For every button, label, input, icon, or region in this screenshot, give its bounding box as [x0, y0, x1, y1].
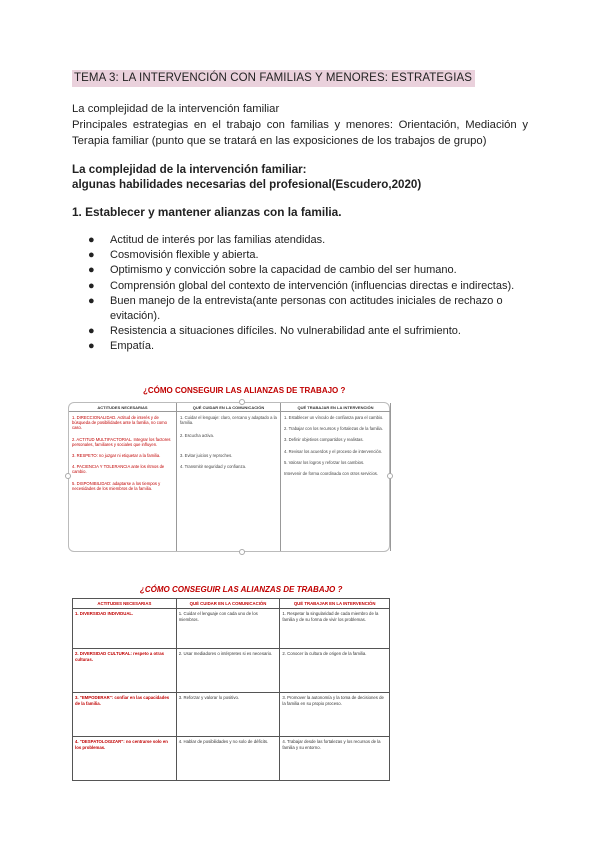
table-cell: 3. Reforzar y valorar lo positivo. [176, 693, 280, 737]
section-heading: 1. Establecer y mantener alianzas con la familia. [72, 205, 342, 219]
list-item [88, 324, 528, 339]
list-item-text: Optimismo y convicción sobre la capacidad de cambio del ser humano. [110, 264, 457, 277]
list-item [88, 279, 528, 294]
image2-header-2: QUÉ CUIDAR EN LA COMUNICACIÓN [176, 599, 280, 609]
image1-cell: Intervenir de forma coordinada con otros servicios. [284, 471, 379, 477]
list-item [88, 248, 528, 263]
image1-cell: 3. RESPETO: no juzgar ni etiquetar a la familia. [72, 453, 161, 459]
table-cell: 2. Conocer la cultura de origen de la familia. [280, 649, 390, 693]
image1-cell: 1. DIRECCIONALIDAD. Actitud de interés y de búsqueda de posibilidades ante la familia, no como caso. [72, 415, 167, 431]
list-item [88, 263, 528, 278]
topic-title: TEMA 3: LA INTERVENCIÓN CON FAMILIAS Y MENORES: ESTRATEGIAS [72, 70, 475, 87]
list-item [88, 233, 528, 248]
table-cell: 4. Hablar de posibilidades y no solo de déficits. [176, 737, 280, 781]
image1-cell: 2. Escucha activa. [180, 433, 214, 439]
bullet-icon: ● [88, 325, 95, 338]
image1-header-1: ACTITUDES NECESARIAS [69, 403, 176, 412]
table-row [73, 609, 390, 649]
image1-cell: 3. Definir objetivos compartidos y realistas. [284, 437, 364, 443]
table-cell: 4. Trabajar desde las fortalezas y los recursos de la familia y su entorno. [280, 737, 390, 781]
table-cell: 1. Cuidar el lenguaje con cada uno de los miembros. [176, 609, 280, 649]
image1-column-3 [281, 403, 391, 551]
skills-list [88, 233, 528, 355]
bullet-icon: ● [88, 249, 95, 262]
table-cell: 3. Promover la autonomía y la toma de decisiones de la familia en su propio proceso. [280, 693, 390, 737]
table-row [73, 649, 390, 693]
image1-notch [239, 549, 245, 555]
table-cell: 4. "DESPATOLOGIZAR": no centrarse solo en los problemas. [73, 737, 177, 781]
sub-heading-line-1: La complejidad de la intervención familiar: [72, 163, 307, 176]
list-item-text: Comprensión global del contexto de intervención (influencias directas e indirectas). [110, 279, 515, 292]
bullet-icon: ● [88, 264, 95, 277]
image1-table [68, 402, 390, 552]
image1-header-3: QUÉ TRABAJAR EN LA INTERVENCIÓN [281, 403, 390, 412]
intro-line-1: La complejidad de la intervención familiar [72, 103, 280, 115]
table-cell: 2. DIVERSIDAD CULTURAL: respeto a otras culturas. [73, 649, 177, 693]
list-item-text: Cosmovisión flexible y abierta. [110, 249, 259, 262]
list-item-text: Empatía. [110, 340, 155, 353]
image1-notch [239, 399, 245, 405]
image2-header-3: QUÉ TRABAJAR EN LA INTERVENCIÓN [280, 599, 390, 609]
image1-column-2 [177, 403, 281, 551]
image1-cell: 1. Cuidar el lenguaje: claro, cercano y adaptado a la familia. [180, 415, 277, 426]
image1-cell: 4. PACIENCIA Y TOLERANCIA ante los ritmos de cambio. [72, 464, 165, 475]
image1-cell: 4. Revisar los acuerdos y el proceso de intervención. [284, 448, 383, 454]
image1-cell: 3. Evitar juicios y reproches. [180, 452, 233, 458]
image1-cell: 5. Valorar los logros y reforzar los cambios. [284, 459, 365, 465]
image2-title: ¿CÓMO CONSEGUIR LAS ALIANZAS DE TRABAJO ? [140, 585, 343, 594]
sub-heading [72, 162, 528, 192]
intro-line-2: Principales estrategias en el trabajo con familias y menores: Orientación, Mediación y Terapia familiar (punto que se tratará en las exposiciones de los trabajos de grupo) [72, 119, 528, 147]
table-cell: 2. Usar mediadores o intérpretes si es necesario. [176, 649, 280, 693]
image1-cell: 2. ACTITUD MULTIFACTORIAL. Integrar los factores personales, familiares y sociales que influyen. [72, 436, 171, 447]
table-row [73, 693, 390, 737]
image1-notch [65, 473, 71, 479]
list-item [88, 294, 528, 324]
image1-cell: 5. DISPONIBILIDAD: adaptarse a los tiempos y necesidades de los miembros de la familia. [72, 480, 161, 491]
bullet-icon: ● [88, 340, 95, 353]
list-item [88, 339, 528, 354]
image1-header-2: QUÉ CUIDAR EN LA COMUNICACIÓN [177, 403, 280, 412]
image2-header-1: ACTITUDES NECESARIAS [73, 599, 177, 609]
image1-column-1 [69, 403, 177, 551]
table-cell: 1. Respetar la singularidad de cada miembro de la familia y de su forma de vivir los problemas. [280, 609, 390, 649]
table-cell: 3. "EMPODERAR": confiar en las capacidades de la familia. [73, 693, 177, 737]
intro [72, 101, 528, 149]
bullet-icon: ● [88, 294, 95, 307]
list-item-text: Actitud de interés por las familias atendidas. [110, 234, 326, 246]
bullet-icon: ● [88, 279, 95, 292]
list-item-text: Buen manejo de la entrevista(ante personas con actitudes iniciales de rechazo o evitación). [110, 294, 503, 323]
image1-cell: 4. Transmitir seguridad y confianza. [180, 463, 247, 469]
image1-title: ¿CÓMO CONSEGUIR LAS ALIANZAS DE TRABAJO ? [143, 386, 346, 395]
table-cell: 1. DIVERSIDAD INDIVIDUAL. [73, 609, 177, 649]
image1-cell: 1. Establecer un vínculo de confianza para el cambio. [284, 415, 384, 420]
table-row [73, 737, 390, 781]
image1-notch [387, 473, 393, 479]
sub-heading-line-2: algunas habilidades necesarias del profesional(Escudero,2020) [72, 178, 422, 191]
image2-table [72, 598, 388, 781]
image1-cell: 2. Trabajar con los recursos y fortalezas de la familia. [284, 426, 383, 432]
bullet-icon: ● [88, 234, 95, 246]
list-item-text: Resistencia a situaciones difíciles. No vulnerabilidad ante el sufrimiento. [110, 325, 461, 338]
